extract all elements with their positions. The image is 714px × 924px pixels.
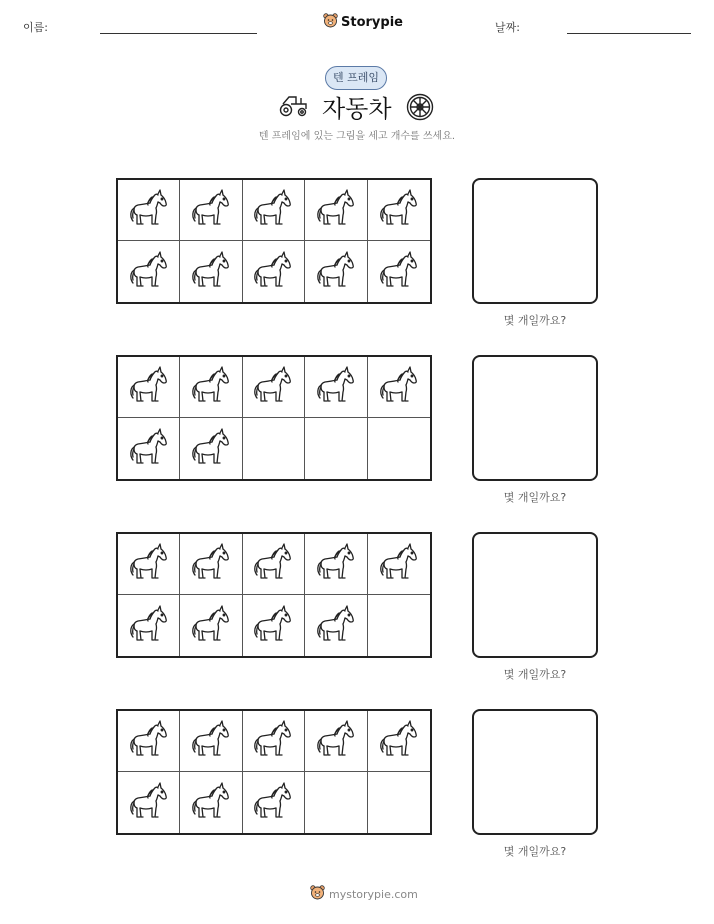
horse-icon	[377, 363, 421, 411]
horse-icon	[127, 602, 171, 650]
horse-icon	[377, 186, 421, 234]
ten-frame-cell	[305, 357, 367, 418]
brand-logo	[323, 12, 403, 33]
horse-icon	[127, 717, 171, 765]
ten-frame-cell	[243, 180, 305, 241]
ten-frame-cell	[180, 711, 242, 772]
instruction-text: 텐 프레임에 있는 그림을 세고 개수를 쓰세요.	[258, 131, 456, 142]
ten-frame-cell	[305, 534, 367, 595]
horse-icon	[127, 186, 171, 234]
horse-icon	[189, 248, 233, 296]
ten-frame-cell	[305, 772, 367, 833]
answer-box[interactable]	[472, 178, 598, 304]
ten-frame-cell	[305, 241, 367, 302]
horse-icon	[251, 363, 295, 411]
ten-frame-cell	[180, 772, 242, 833]
bear-logo-icon	[323, 12, 338, 33]
horse-icon	[189, 540, 233, 588]
ten-frame-cell	[180, 418, 242, 479]
ten-frame-cell	[368, 180, 430, 241]
ten-frame-cell	[305, 711, 367, 772]
ten-frame-cell	[118, 534, 180, 595]
ten-frame	[116, 709, 432, 835]
horse-icon	[189, 779, 233, 827]
ten-frame-cell	[180, 241, 242, 302]
horse-icon	[127, 425, 171, 473]
horse-icon	[314, 186, 358, 234]
ten-frame-cell	[368, 418, 430, 479]
horse-icon	[189, 425, 233, 473]
horse-icon	[314, 717, 358, 765]
footer	[310, 884, 418, 904]
question-text: 몇 개일까요?	[503, 668, 567, 681]
ten-frame-cell	[118, 595, 180, 656]
tractor-icon	[279, 92, 309, 122]
brand-name: Storypie	[341, 15, 403, 30]
horse-icon	[377, 248, 421, 296]
ten-frame-cell	[368, 711, 430, 772]
ten-frame-cell	[243, 772, 305, 833]
worksheet-title: 자동차	[322, 95, 392, 123]
ten-frame-cell	[180, 357, 242, 418]
ten-frame-cell	[243, 418, 305, 479]
horse-icon	[314, 363, 358, 411]
ten-frame-cell	[118, 241, 180, 302]
ten-frame-cell	[180, 180, 242, 241]
answer-box[interactable]	[472, 532, 598, 658]
question-text: 몇 개일까요?	[503, 491, 567, 504]
answer-box[interactable]	[472, 709, 598, 835]
ten-frame-cell	[180, 595, 242, 656]
question-text: 몇 개일까요?	[503, 314, 567, 327]
ten-frame-cell	[368, 241, 430, 302]
horse-icon	[314, 248, 358, 296]
ten-frame	[116, 532, 432, 658]
horse-icon	[127, 779, 171, 827]
date-label: 날짜:	[495, 21, 520, 34]
horse-icon	[377, 717, 421, 765]
name-label: 이름:	[23, 21, 48, 34]
horse-icon	[127, 540, 171, 588]
horse-icon	[251, 186, 295, 234]
footer-url[interactable]: mystorypie.com	[329, 887, 418, 901]
ten-frame-cell	[243, 534, 305, 595]
horse-icon	[127, 248, 171, 296]
horse-icon	[251, 779, 295, 827]
ten-frame-cell	[243, 595, 305, 656]
horse-icon	[251, 248, 295, 296]
ten-frame-cell	[180, 534, 242, 595]
horse-icon	[189, 363, 233, 411]
ten-frame-cell	[368, 534, 430, 595]
ten-frame-cell	[243, 241, 305, 302]
date-line[interactable]	[567, 33, 691, 34]
topic-badge: 텐 프레임	[325, 66, 387, 90]
ten-frame-cell	[118, 772, 180, 833]
horse-icon	[314, 540, 358, 588]
bear-logo-icon	[310, 884, 325, 904]
ten-frame-cell	[305, 418, 367, 479]
ten-frame-cell	[243, 711, 305, 772]
ten-frame	[116, 355, 432, 481]
ten-frame-cell	[118, 180, 180, 241]
horse-icon	[189, 717, 233, 765]
horse-icon	[189, 602, 233, 650]
horse-icon	[314, 602, 358, 650]
ten-frame-cell	[243, 357, 305, 418]
ten-frame-cell	[118, 711, 180, 772]
question-text: 몇 개일까요?	[503, 845, 567, 858]
horse-icon	[127, 363, 171, 411]
ten-frame	[116, 178, 432, 304]
ten-frame-cell	[368, 357, 430, 418]
ten-frame-cell	[118, 357, 180, 418]
ten-frame-cell	[305, 595, 367, 656]
ten-frame-cell	[118, 418, 180, 479]
name-line[interactable]	[100, 33, 257, 34]
horse-icon	[251, 717, 295, 765]
horse-icon	[251, 540, 295, 588]
wheel-icon	[406, 93, 434, 125]
horse-icon	[189, 186, 233, 234]
answer-box[interactable]	[472, 355, 598, 481]
ten-frame-cell	[368, 772, 430, 833]
ten-frame-cell	[305, 180, 367, 241]
horse-icon	[251, 602, 295, 650]
ten-frame-cell	[368, 595, 430, 656]
horse-icon	[377, 540, 421, 588]
